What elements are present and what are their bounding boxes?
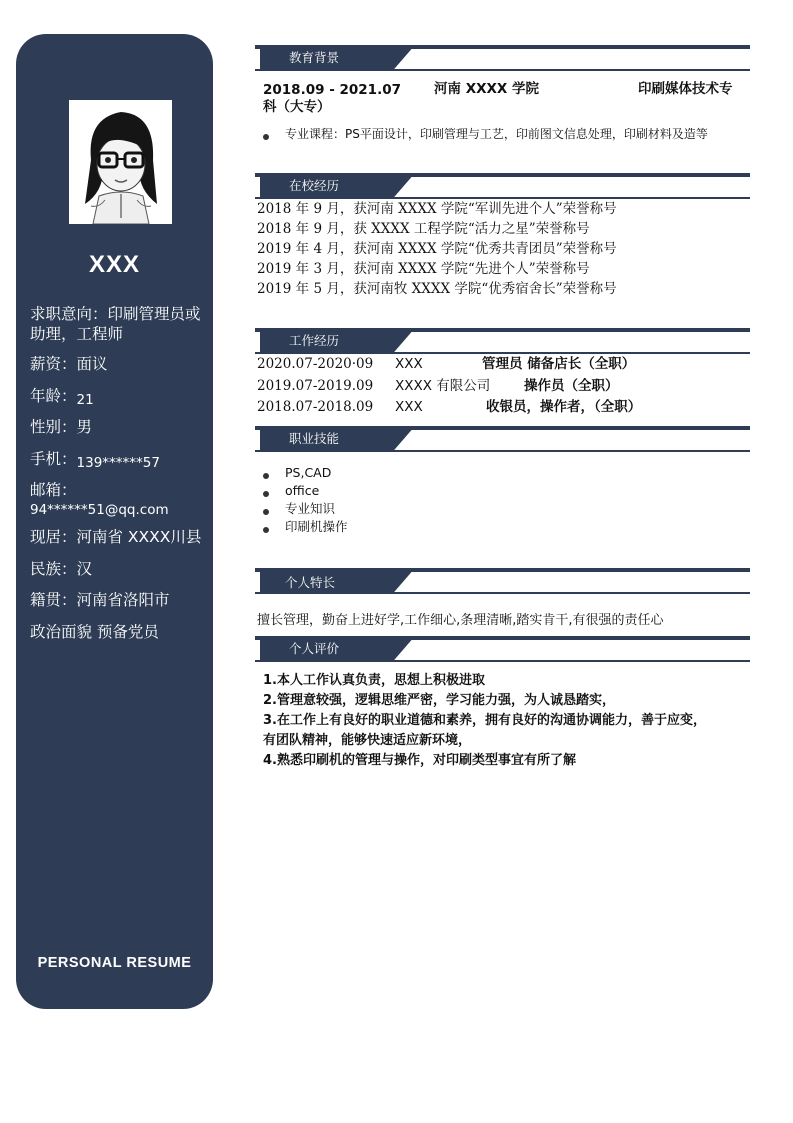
job-intent-line-1: 求职意向：印刷管理员或	[30, 305, 201, 323]
work-period: 2019.07-2019.09	[257, 377, 374, 394]
section-header-work	[255, 328, 750, 354]
personal-resume-footer: PERSONAL RESUME	[37, 955, 192, 971]
age-label: 年龄：	[30, 387, 77, 405]
email	[30, 480, 210, 520]
work-period: 2018.07-2018.09	[257, 399, 374, 415]
campus-item: 2018 年 9 月，获 XXXX 工程学院“活力之星”荣誉称号	[257, 221, 590, 237]
section-header-skills	[255, 426, 750, 452]
salary: 薪资：面议	[30, 355, 108, 373]
email-value: 94******51@qq.com	[30, 502, 169, 518]
campus-item: 2018 年 9 月，获河南 XXXX 学院“军训先进个人”荣誉称号	[257, 201, 617, 217]
work-period: 2020.07-2020·09	[257, 356, 374, 372]
section-title-skills: 职业技能	[289, 431, 340, 446]
work-role-1: 操作员（全职）	[524, 377, 619, 394]
education-period-line-1: 2018.09 - 2021.07	[263, 82, 401, 98]
skill-item: PS,CAD	[263, 464, 348, 482]
campus-item: 2019 年 5 月，获河南牧 XXXX 学院“优秀宿舍长”荣誉称号	[257, 281, 617, 297]
skill-item: office	[263, 482, 348, 500]
work-role-0: 管理员 储备店长（全职）	[482, 356, 636, 372]
phone-value: 139******57	[76, 455, 160, 471]
residence: 现居：河南省 XXXX川县	[30, 528, 202, 546]
section-title-evaluation: 个人评价	[289, 641, 340, 656]
campus-item: 2019 年 4 月，获河南 XXXX 学院“优秀共青团员”荣誉称号	[257, 241, 617, 257]
evaluation-line: 1.本人工作认真负责，思想上积极进取	[263, 673, 485, 688]
specialty-text: 擅长管理，勤奋上进好学,工作细心,条理清晰,踏实肯干,有很强的责任心	[257, 613, 664, 628]
education-major: 印刷媒体技术专	[638, 81, 733, 97]
work-company: XXXX 有限公司	[395, 377, 491, 394]
evaluation-line: 有团队精神，能够快速适应新环境，	[263, 733, 472, 748]
candidate-name: XXX	[88, 251, 141, 278]
political-status: 政治面貌 预备党员	[30, 623, 159, 641]
evaluation-lines	[263, 671, 706, 771]
section-header-specialty	[255, 568, 750, 594]
section-title-education: 教育背景	[289, 50, 340, 65]
gender: 性别：男	[30, 418, 93, 436]
skill-item: 印刷机操作	[263, 518, 348, 536]
phone	[30, 449, 210, 470]
campus-item: 2019 年 3 月，获河南 XXXX 学院“先进个人”荣誉称号	[257, 261, 590, 277]
campus-list	[257, 199, 617, 299]
section-title-specialty: 个人特长	[285, 575, 336, 590]
age	[30, 386, 210, 407]
sidebar	[16, 34, 213, 1009]
email-label: 邮箱：	[30, 481, 77, 499]
education-period	[263, 82, 401, 116]
work-periods	[257, 354, 373, 419]
skill-item: 专业知识	[263, 500, 348, 518]
education-courses-list	[263, 125, 708, 143]
section-header-evaluation	[255, 636, 750, 662]
section-header-education	[255, 45, 750, 71]
evaluation-line: 4.熟悉印刷机的管理与操作，对印刷类型事宜有所了解	[263, 753, 576, 768]
job-intent	[30, 304, 210, 344]
profile-photo	[69, 100, 172, 224]
education-courses: 专业课程：PS平面设计，印刷管理与工艺，印前图文信息处理，印刷材料及造等	[263, 125, 708, 143]
section-header-campus	[255, 173, 750, 199]
work-company: XXX	[395, 399, 423, 415]
native-place: 籍贯：河南省洛阳市	[30, 591, 170, 609]
job-intent-line-2: 助理，工程师	[30, 325, 124, 343]
work-companies	[395, 354, 490, 419]
section-title-campus: 在校经历	[289, 178, 340, 193]
work-role-2: 收银员，操作者，（全职）	[486, 399, 642, 415]
evaluation-line: 2.管理意较强，逻辑思维严密，学习能力强，为人诚恳踏实，	[263, 693, 615, 708]
phone-label: 手机：	[30, 450, 77, 468]
work-company: XXX	[395, 356, 423, 372]
education-school: 河南 XXXX 学院	[434, 81, 540, 97]
section-title-work: 工作经历	[289, 333, 340, 348]
ethnicity: 民族：汉	[30, 560, 93, 578]
evaluation-line: 3.在工作上有良好的职业道德和素养，拥有良好的沟通协调能力，善于应变，	[263, 713, 706, 728]
skills-list	[263, 464, 348, 536]
education-period-line-2: 科（大专）	[263, 99, 331, 115]
age-value: 21	[76, 392, 94, 408]
cartoon-avatar-icon	[69, 100, 172, 224]
